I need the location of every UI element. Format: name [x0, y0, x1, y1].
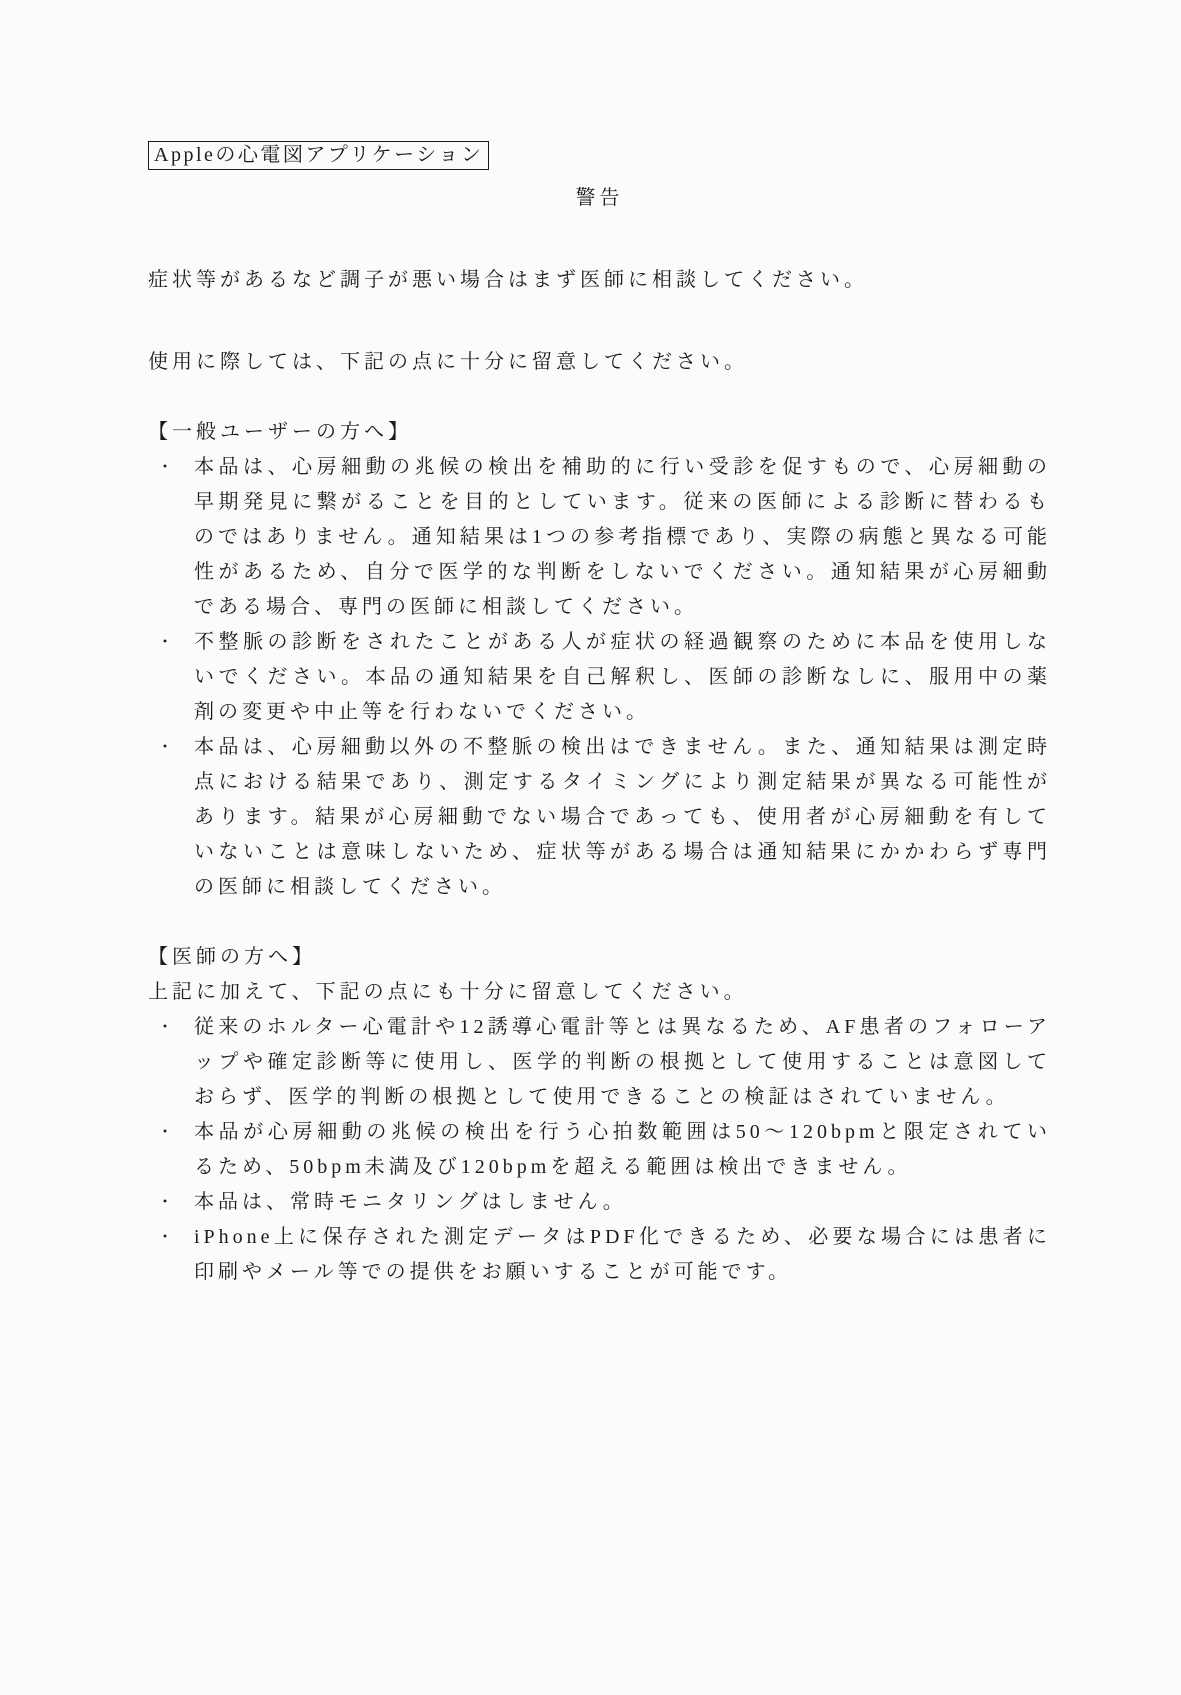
- bullet-text: 本品は、心房細動の兆候の検出を補助的に行い受診を促すもので、心房細動の早期発見に繋がることを目的としています。従来の医師による診断に替わるものではありません。通知結果は1つの参考指標であり、実際の病態と異なる可能性があるため、自分で医学的な判断をしないでください。通知結果が心房細動である場合、専門の医師に相談してください。: [194, 456, 1051, 618]
- list-item: [148, 1185, 1051, 1220]
- intro-paragraph-1: 症状等があるなど調子が悪い場合はまず医師に相談してください。: [148, 269, 868, 291]
- bullet-marker: ・: [157, 459, 178, 476]
- bullet-text: iPhone上に保存された測定データはPDF化できるため、必要な場合には患者に印刷やメール等での提供をお願いすることが可能です。: [194, 1226, 1051, 1283]
- section-heading-physicians: 【医師の方へ】: [148, 946, 316, 968]
- general-users-bullet-list: [148, 450, 1051, 905]
- list-item: [148, 1010, 1051, 1115]
- bullet-text: 本品は、心房細動以外の不整脈の検出はできません。また、通知結果は測定時点における結果であり、測定するタイミングにより測定結果が異なる可能性があります。結果が心房細動でない場合であっても、使用者が心房細動を有していないことは意味しないため、症状等がある場合は通知結果にかかわらず専門の医師に相談してください。: [194, 736, 1051, 898]
- physicians-bullet-list: [148, 1010, 1051, 1290]
- document-title-box: Appleの心電図アプリケーション: [148, 141, 489, 170]
- list-item: [148, 1115, 1051, 1185]
- bullet-marker: ・: [157, 1229, 178, 1246]
- bullet-text: 従来のホルター心電計や12誘導心電計等とは異なるため、AF患者のフォローアップや確定診断等に使用し、医学的判断の根拠として使用することは意図しておらず、医学的判断の根拠として使用できることの検証はされていません。: [194, 1016, 1051, 1108]
- warning-heading: 警告: [575, 187, 624, 209]
- list-item: [148, 1220, 1051, 1290]
- intro-paragraph-2: 使用に際しては、下記の点に十分に留意してください。: [148, 351, 748, 373]
- bullet-text: 不整脈の診断をされたことがある人が症状の経過観察のために本品を使用しないでください。本品の通知結果を自己解釈し、医師の診断なしに、服用中の薬剤の変更や中止等を行わないでください。: [194, 631, 1051, 723]
- section-heading-general-users: 【一般ユーザーの方へ】: [148, 421, 412, 443]
- bullet-text: 本品が心房細動の兆候の検出を行う心拍数範囲は50〜120bpmと限定されているため、50bpm未満及び120bpmを超える範囲は検出できません。: [194, 1121, 1051, 1178]
- physicians-lead-paragraph: 上記に加えて、下記の点にも十分に留意してください。: [148, 981, 748, 1003]
- list-item: [148, 625, 1051, 730]
- bullet-marker: ・: [157, 739, 178, 756]
- bullet-marker: ・: [157, 1019, 178, 1036]
- list-item: [148, 450, 1051, 625]
- bullet-text: 本品は、常時モニタリングはしません。: [194, 1191, 627, 1213]
- list-item: [148, 730, 1051, 905]
- bullet-marker: ・: [157, 1194, 178, 1211]
- bullet-marker: ・: [157, 634, 178, 651]
- bullet-marker: ・: [157, 1124, 178, 1141]
